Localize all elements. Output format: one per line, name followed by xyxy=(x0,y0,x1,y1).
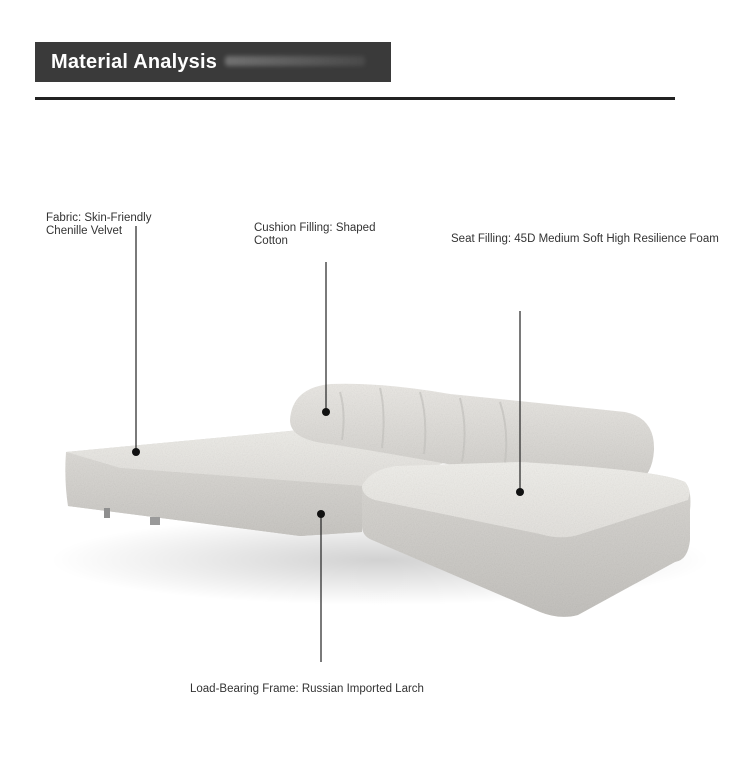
seat-callout-text: Seat Filling: 45D Medium Soft High Resilience Foam xyxy=(451,233,719,245)
cushion-callout xyxy=(254,222,375,248)
cushion-marker-dot xyxy=(322,408,330,416)
frame-callout xyxy=(190,683,424,696)
frame-marker-dot xyxy=(317,510,325,518)
frame-callout-text: Load-Bearing Frame: Russian Imported Larch xyxy=(190,683,424,695)
sofa-leg xyxy=(150,517,160,525)
seat-callout xyxy=(451,233,719,246)
sofa-leg xyxy=(104,508,110,518)
section-title: Material Analysis xyxy=(51,50,218,73)
cushion-callout-line1: Cushion Filling: Shaped xyxy=(254,222,376,234)
cushion-callout-line2: Cotton xyxy=(254,235,288,247)
fabric-callout xyxy=(46,212,151,238)
fabric-marker-dot xyxy=(132,448,140,456)
fabric-callout-line2: Chenille Velvet xyxy=(46,225,123,237)
fabric-callout-line1: Fabric: Skin-Friendly xyxy=(46,212,152,224)
seat-marker-dot xyxy=(516,488,524,496)
